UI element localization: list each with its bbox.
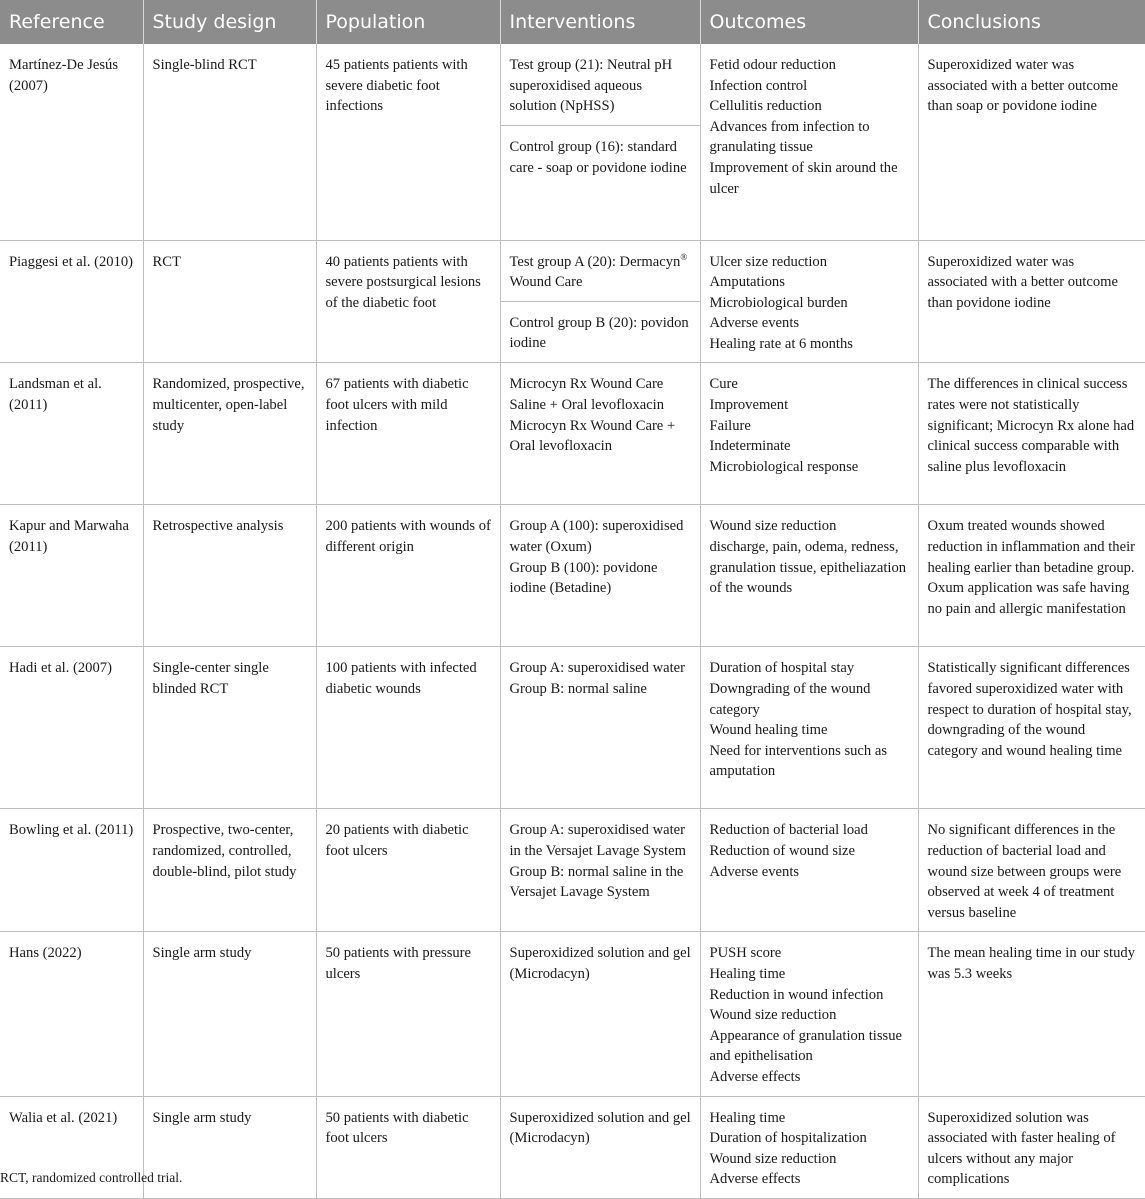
outcome-item: Cellulitis reduction: [709, 98, 822, 115]
outcome-item: Adverse events: [709, 863, 800, 880]
table-row: [0, 809, 1145, 932]
table-row: [0, 240, 1145, 363]
cell-population: 40 patients patients with severe postsurgical lesions of the diabetic foot: [316, 240, 500, 363]
outcome-item: Ulcer size reduction: [709, 253, 828, 270]
cell-study-design: Single-blind RCT: [143, 44, 316, 240]
cell-outcomes: [700, 44, 918, 240]
cell-study-design: Single arm study: [143, 1096, 316, 1198]
table-row: [0, 932, 1145, 1096]
cell-conclusions: Superoxidized water was associated with a better outcome than soap or povidone iodine: [918, 44, 1145, 240]
cell-population: 67 patients with diabetic foot ulcers with mild infection: [316, 363, 500, 505]
cell-study-design: Retrospective analysis: [143, 505, 316, 647]
cell-interventions: [500, 240, 700, 363]
outcome-item: Indeterminate: [709, 438, 791, 455]
cell-interventions: Microcyn Rx Wound Care Saline + Oral levofloxacin Microcyn Rx Wound Care + Oral levofloxacin: [500, 363, 700, 505]
outcome-item: Adverse events: [709, 315, 800, 332]
cell-conclusions: Superoxidized water was associated with a better outcome than povidone iodine: [918, 240, 1145, 363]
cell-interventions: [500, 809, 700, 932]
table-row: [0, 44, 1145, 240]
outcome-item: Healing rate at 6 months: [709, 335, 853, 352]
cell-reference: Walia et al. (2021): [0, 1096, 143, 1198]
cell-conclusions: Oxum treated wounds showed reduction in inflammation and their healing earlier than betadine group. Oxum application was safe having no pain and allergic manifestation: [918, 505, 1145, 647]
cell-interventions: [500, 505, 700, 647]
cell-reference: Bowling et al. (2011): [0, 809, 143, 932]
intervention-item: Group A (100): superoxidised water (Oxum): [509, 518, 684, 556]
cell-study-design: Prospective, two-center, randomized, controlled, double-blind, pilot study: [143, 809, 316, 932]
outcome-item: Microbiological burden: [709, 294, 848, 311]
cell-outcomes: [700, 505, 918, 647]
intervention-item: Group A: superoxidised water: [509, 660, 685, 677]
cell-study-design: Single-center single blinded RCT: [143, 647, 316, 809]
header-reference: Reference: [0, 0, 143, 44]
cell-study-design: Single arm study: [143, 932, 316, 1096]
cell-population: 50 patients with pressure ulcers: [316, 932, 500, 1096]
outcome-item: Need for interventions such as amputation: [709, 742, 888, 780]
outcome-item: Wound size reduction: [709, 1150, 837, 1167]
header-conclusions: Conclusions: [918, 0, 1145, 44]
outcome-item: Wound size reduction: [709, 1007, 837, 1024]
outcome-item: Cure: [709, 376, 738, 393]
header-outcomes: Outcomes: [700, 0, 918, 44]
intervention-item: Control group B (20): povidon iodine: [501, 301, 700, 362]
cell-interventions: [500, 647, 700, 809]
cell-outcomes: [700, 932, 918, 1096]
cell-interventions: Superoxidized solution and gel (Microdacyn): [500, 932, 700, 1096]
outcome-item: Healing time: [709, 966, 786, 983]
cell-study-design: Randomized, prospective, multicenter, open-label study: [143, 363, 316, 505]
cell-outcomes: [700, 240, 918, 363]
cell-reference: Hans (2022): [0, 932, 143, 1096]
table-row: [0, 505, 1145, 647]
outcome-item: Advances from infection to granulating tissue: [709, 118, 870, 156]
intervention-item: Group A: superoxidised water in the Versajet Lavage System: [509, 822, 686, 860]
outcome-item: Microbiological response: [709, 458, 859, 475]
outcome-item: Duration of hospital stay: [709, 660, 855, 677]
intervention-item: Group B: normal saline: [509, 681, 647, 698]
outcome-item: Healing time: [709, 1109, 786, 1126]
outcome-item: Reduction of wound size: [709, 843, 856, 860]
intervention-item: Control group (16): standard care - soap or povidone iodine: [501, 125, 700, 186]
intervention-item: Group B: normal saline in the Versajet Lavage System: [509, 863, 684, 901]
outcome-item: discharge, pain, odema, redness, granulation tissue, epitheliazation of the wounds: [709, 539, 907, 597]
cell-reference: Kapur and Marwaha (2011): [0, 505, 143, 647]
cell-reference: Landsman et al. (2011): [0, 363, 143, 505]
cell-outcomes: [700, 809, 918, 932]
cell-interventions: Superoxidized solution and gel (Microdacyn): [500, 1096, 700, 1198]
outcome-item: Adverse effects: [709, 1069, 801, 1085]
outcome-item: Appearance of granulation tissue and epithelisation: [709, 1027, 902, 1065]
cell-outcomes: [700, 1096, 918, 1198]
outcome-item: Reduction in wound infection: [709, 986, 884, 1003]
table-footnote: RCT, randomized controlled trial.: [0, 1170, 183, 1185]
cell-population: 50 patients with diabetic foot ulcers: [316, 1096, 500, 1198]
header-row: [0, 0, 1145, 44]
intervention-item: Group B (100): povidone iodine (Betadine): [509, 559, 658, 597]
cell-population: 200 patients with wounds of different origin: [316, 505, 500, 647]
cell-reference: Martínez-De Jesús (2007): [0, 44, 143, 240]
outcome-item: Adverse effects: [709, 1171, 801, 1188]
intervention-item: Test group (21): Neutral pH superoxidised aqueous solution (NpHSS): [509, 57, 673, 115]
table-row: [0, 647, 1145, 809]
outcome-item: Wound healing time: [709, 722, 828, 739]
cell-reference: Piaggesi et al. (2010): [0, 240, 143, 363]
cell-conclusions: No significant differences in the reduction of bacterial load and wound size between groups were observed at week 4 of treatment versus baseline: [918, 809, 1145, 932]
cell-conclusions: The differences in clinical success rates were not statistically significant; Microcyn Rx alone had clinical success comparable with saline plus levofloxacin: [918, 363, 1145, 505]
outcome-item: Infection control: [709, 77, 808, 94]
outcome-item: PUSH score: [709, 945, 782, 962]
outcome-item: Reduction of bacterial load: [709, 822, 868, 839]
cell-population: 45 patients patients with severe diabetic foot infections: [316, 44, 500, 240]
cell-study-design: RCT: [143, 240, 316, 363]
cell-outcomes: [700, 363, 918, 505]
outcome-item: Wound size reduction: [709, 518, 837, 535]
outcome-item: Improvement of skin around the ulcer: [709, 159, 898, 197]
cell-outcomes: [700, 647, 918, 809]
intervention-item: Test group A (20): Dermacyn® Wound Care: [509, 251, 688, 291]
outcome-item: Downgrading of the wound category: [709, 681, 871, 718]
outcome-item: Improvement: [709, 397, 789, 414]
header-interventions: Interventions: [500, 0, 700, 44]
cell-conclusions: Statistically significant differences favored superoxidized water with respect to duration of hospital stay, downgrading of the wound category and wound healing time: [918, 647, 1145, 809]
cell-population: 20 patients with diabetic foot ulcers: [316, 809, 500, 932]
cell-conclusions: Superoxidized solution was associated with faster healing of ulcers without any major complications: [918, 1096, 1145, 1198]
outcome-item: Amputations: [709, 274, 785, 291]
outcome-item: Failure: [709, 417, 751, 434]
cell-conclusions: The mean healing time in our study was 5.3 weeks: [918, 932, 1145, 1096]
cell-reference: Hadi et al. (2007): [0, 647, 143, 809]
outcome-item: Duration of hospitalization: [709, 1130, 867, 1147]
outcome-item: Fetid odour reduction: [709, 57, 836, 73]
cell-population: 100 patients with infected diabetic wounds: [316, 647, 500, 809]
table-row: [0, 363, 1145, 505]
cell-interventions: [500, 44, 700, 240]
header-population: Population: [316, 0, 500, 44]
header-study-design: Study design: [143, 0, 316, 44]
